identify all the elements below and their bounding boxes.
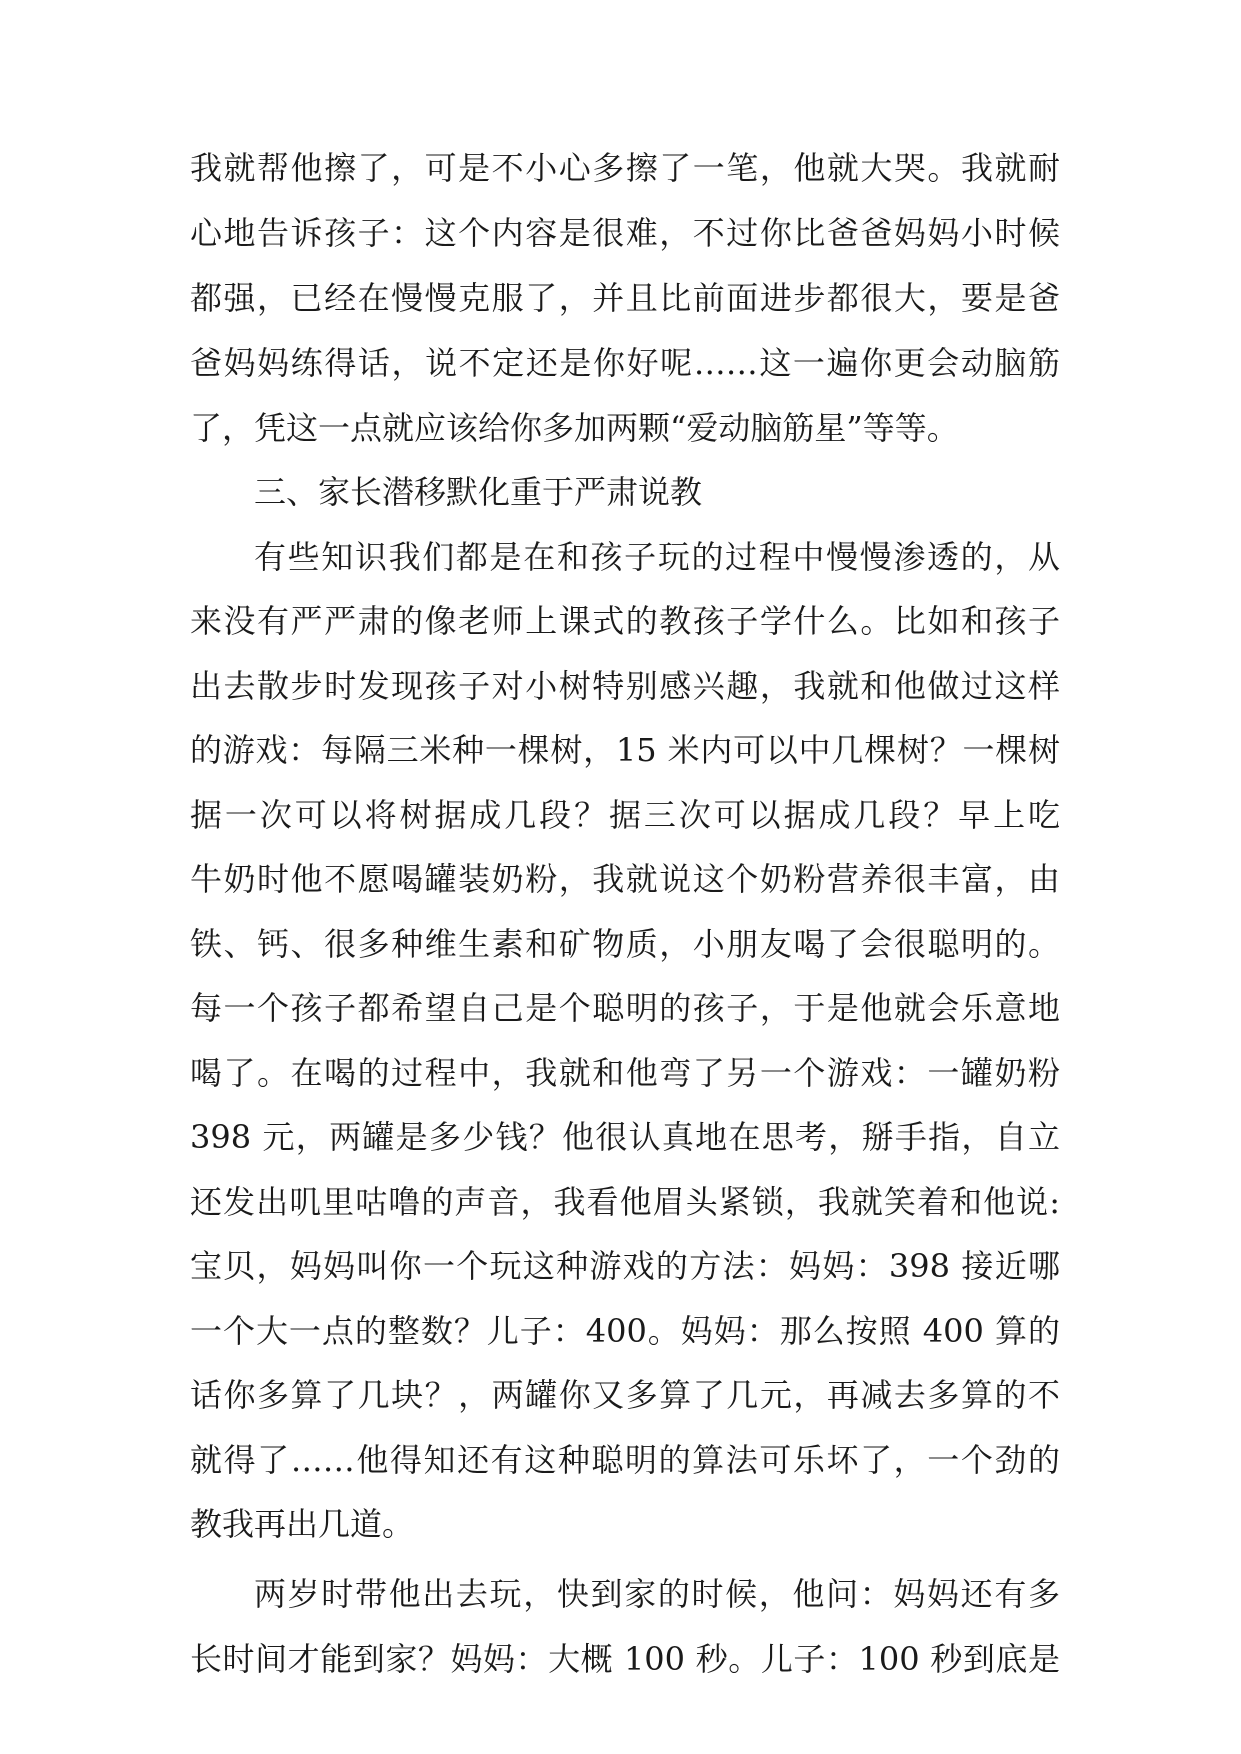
text-line-12: 牛奶时他不愿喝罐装奶粉，我就说这个奶粉营养很丰富，由 [190,860,1060,898]
section-heading: 三、家长潜移默化重于严肃说教 [254,473,703,511]
text-line-23: 两岁时带他出去玩，快到家的时候，他问：妈妈还有多 [254,1575,1060,1613]
text-line-24: 长时间才能到家？妈妈：大概 100 秒。儿子：100 秒到底是 [190,1640,1060,1678]
text-line-15: 喝了。在喝的过程中，我就和他弯了另一个游戏：一罐奶粉 [190,1054,1060,1092]
text-line-8: 来没有严严肃的像老师上课式的教孩子学什么。比如和孩子 [190,602,1060,640]
text-line-3: 都强，已经在慢慢克服了，并且比前面进步都很大，要是爸 [190,279,1060,317]
text-line-9: 出去散步时发现孩子对小树特别感兴趣，我就和他做过这样 [190,667,1060,705]
text-line-20: 话你多算了几块？，两罐你又多算了几元，再减去多算的不 [190,1376,1060,1414]
text-line-5: 了，凭这一点就应该给你多加两颗“爱动脑筋星”等等。 [190,409,959,447]
text-line-17: 还发出叽里咕噜的声音，我看他眉头紧锁，我就笑着和他说: [190,1183,1060,1221]
text-line-22: 教我再出几道。 [190,1505,415,1543]
text-line-2: 心地告诉孩子：这个内容是很难，不过你比爸爸妈妈小时候 [190,214,1060,252]
text-line-13: 铁、钙、很多种维生素和矿物质，小朋友喝了会很聪明的。 [190,925,1060,963]
text-line-11: 据一次可以将树据成几段？据三次可以据成几段？早上吃 [190,796,1060,834]
text-line-1: 我就帮他擦了，可是不小心多擦了一笔，他就大哭。我就耐 [190,149,1060,187]
text-line-16: 398 元，两罐是多少钱？他很认真地在思考，掰手指，自立 [190,1118,1060,1156]
text-line-18: 宝贝，妈妈叫你一个玩这种游戏的方法：妈妈：398 接近哪 [190,1247,1060,1285]
text-line-7: 有些知识我们都是在和孩子玩的过程中慢慢渗透的，从 [254,538,1060,576]
text-line-19: 一个大一点的整数？儿子：400。妈妈：那么按照 400 算的 [190,1312,1060,1350]
text-line-14: 每一个孩子都希望自己是个聪明的孩子，于是他就会乐意地 [190,989,1060,1027]
text-line-4: 爸妈妈练得话，说不定还是你好呢……这一遍你更会动脑筋 [190,344,1060,382]
text-line-10: 的游戏：每隔三米种一棵树，15 米内可以中几棵树？一棵树 [190,731,1060,769]
text-line-21: 就得了……他得知还有这种聪明的算法可乐坏了，一个劲的 [190,1441,1060,1479]
